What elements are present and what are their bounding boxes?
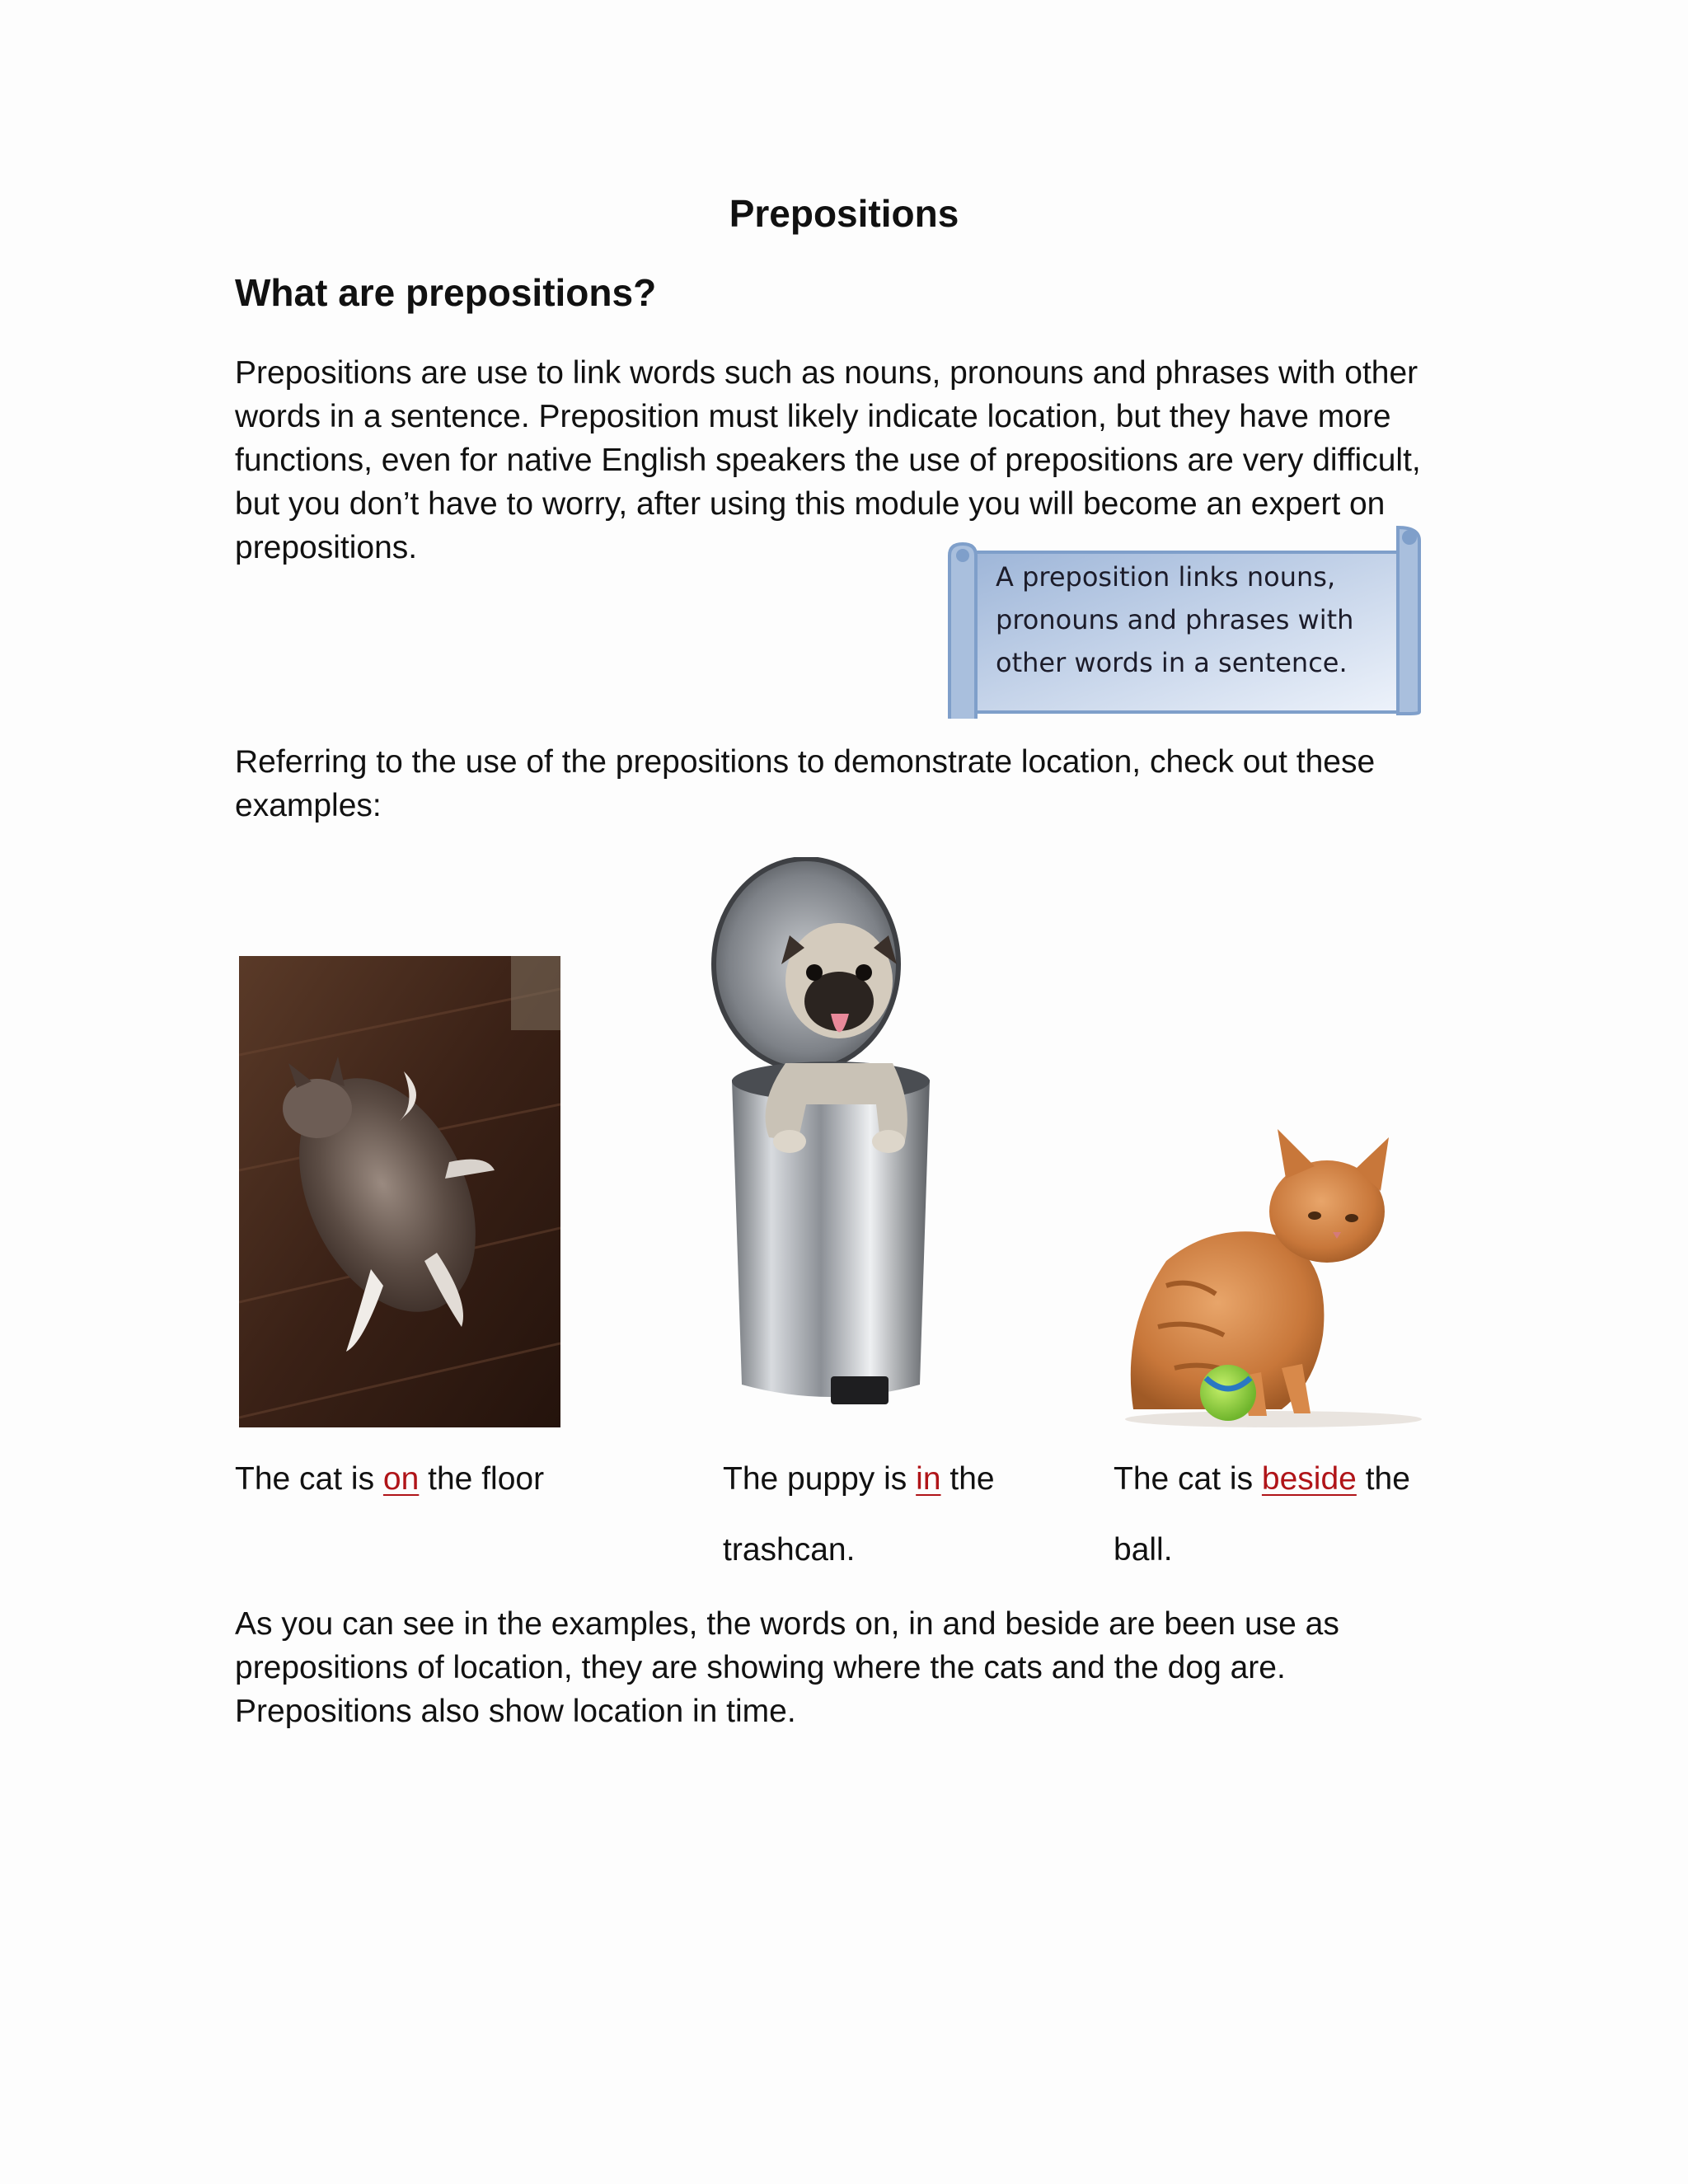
examples-intro-paragraph: Referring to the use of the prepositions to demonstrate location, check out these examples:: [235, 744, 1376, 823]
page-title: Prepositions: [729, 192, 959, 235]
cat-on-floor-image: [239, 956, 560, 1427]
section-heading: What are prepositions?: [235, 271, 657, 314]
example-caption-on: The cat is on the floor: [235, 1461, 545, 1497]
preposition-beside: beside: [1261, 1461, 1357, 1497]
example-caption-beside: The cat is beside the ball.: [1114, 1461, 1410, 1568]
puppy-in-trashcan-image: [707, 857, 963, 1427]
intro-paragraph: Prepositions are use to link words such as nouns, pronouns and phrases with other words in a sentence. Preposition must likely indicate location, but they have more functions, even for native English speakers the use of prepositions are very difficult, but you don’t have to worry, after using this module you will become an expert on prepositions.: [235, 355, 1421, 565]
callout-text: A preposition links nouns, pronouns and phrases with other words in a sentence.: [996, 561, 1354, 678]
kitten-beside-ball-image: [1117, 1121, 1430, 1427]
preposition-in: in: [916, 1461, 941, 1497]
definition-callout: [946, 521, 1426, 719]
conclusion-paragraph: As you can see in the examples, the words on, in and beside are been use as prepositions of location, they are showing where the cats and the dog are. Prepositions also show location in time.: [235, 1606, 1339, 1729]
example-caption-in: The puppy is in the trashcan.: [723, 1461, 995, 1568]
preposition-on: on: [382, 1461, 420, 1497]
